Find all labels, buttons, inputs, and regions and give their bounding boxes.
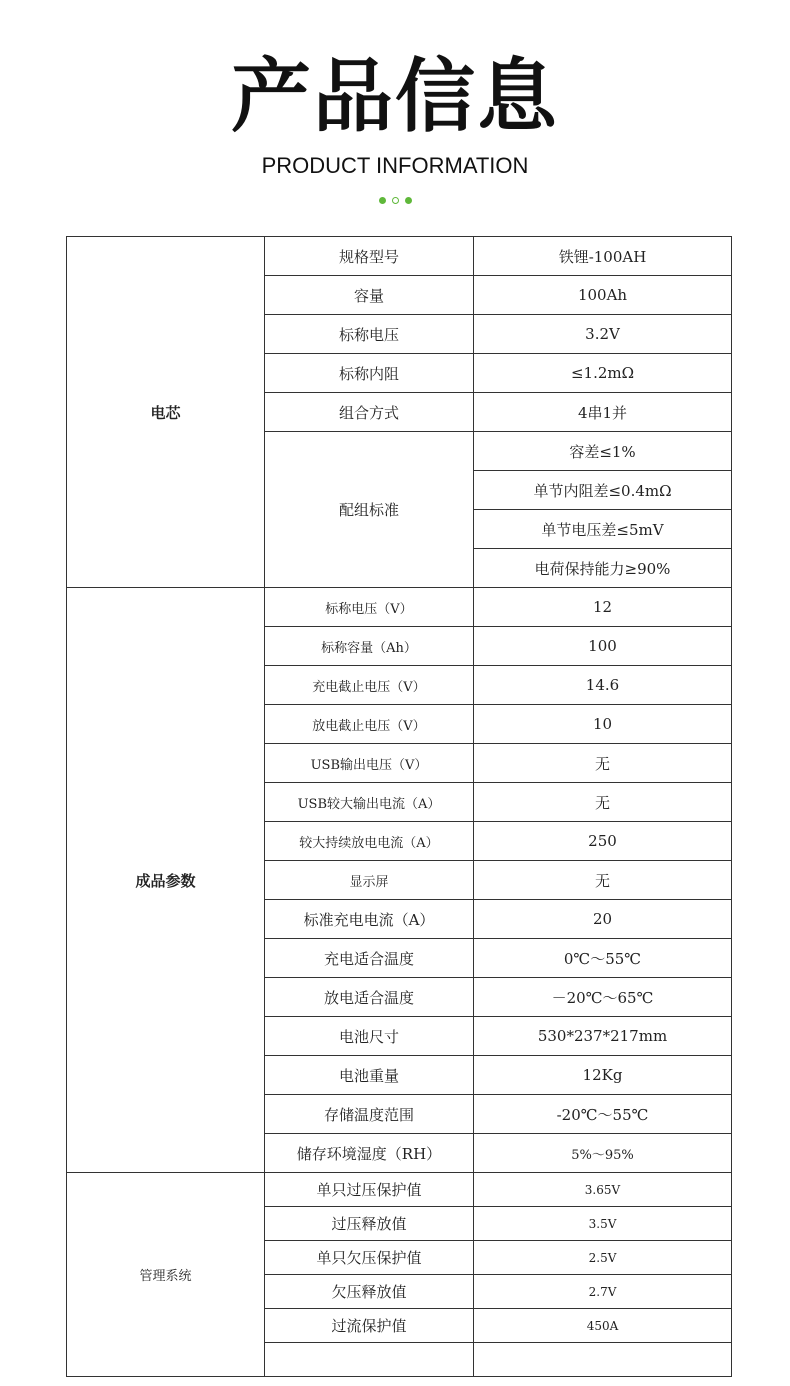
spec-label: 单只过压保护值 — [265, 1173, 474, 1207]
spec-label: 组合方式 — [265, 393, 474, 432]
spec-label: 单只欠压保护值 — [265, 1241, 474, 1275]
group-cell: 电芯 — [67, 237, 265, 588]
spec-value: 容差≤1% — [474, 432, 732, 471]
spec-label: 储存环境湿度（RH） — [265, 1134, 474, 1173]
spec-value: 12 — [474, 588, 732, 627]
spec-value: 250 — [474, 822, 732, 861]
spec-label: USB较大输出电流（A） — [265, 783, 474, 822]
spec-value: 20 — [474, 900, 732, 939]
spec-value: 5%～95% — [474, 1134, 732, 1173]
spec-value: 电荷保持能力≥90% — [474, 549, 732, 588]
spec-value: 2.5V — [474, 1241, 732, 1275]
spec-value: 2.7V — [474, 1275, 732, 1309]
spec-label: 标称内阻 — [265, 354, 474, 393]
spec-value: 铁锂-100AH — [474, 237, 732, 276]
spec-label: 充电适合温度 — [265, 939, 474, 978]
spec-value: 3.65V — [474, 1173, 732, 1207]
spec-value: 12Kg — [474, 1056, 732, 1095]
dot-outline-icon — [392, 197, 399, 204]
spec-value: 100 — [474, 627, 732, 666]
spec-value: 单节内阻差≤0.4mΩ — [474, 471, 732, 510]
dot-icon — [405, 197, 412, 204]
spec-value: -20℃～55℃ — [474, 1095, 732, 1134]
spec-label: 电池重量 — [265, 1056, 474, 1095]
spec-value: 14.6 — [474, 666, 732, 705]
spec-label: 过流保护值 — [265, 1309, 474, 1343]
spec-label: 充电截止电压（V） — [265, 666, 474, 705]
spec-label: USB输出电压（V） — [265, 744, 474, 783]
spec-value: ≤1.2mΩ — [474, 354, 732, 393]
spec-value: 450A — [474, 1309, 732, 1343]
spec-value: 10 — [474, 705, 732, 744]
group-cell: 成品参数 — [67, 588, 265, 1173]
spec-label: 放电截止电压（V） — [265, 705, 474, 744]
decorative-dots — [0, 197, 790, 204]
spec-label: 标称容量（Ah） — [265, 627, 474, 666]
page-title: 产品信息 — [231, 50, 559, 143]
spec-value: 单节电压差≤5mV — [474, 510, 732, 549]
spec-value — [474, 1343, 732, 1377]
spec-value: 3.5V — [474, 1207, 732, 1241]
page-subtitle: PRODUCT INFORMATION — [261, 153, 529, 178]
spec-value: 无 — [474, 744, 732, 783]
spec-label: 过压释放值 — [265, 1207, 474, 1241]
spec-label: 较大持续放电电流（A） — [265, 822, 474, 861]
spec-value: 0℃～55℃ — [474, 939, 732, 978]
page-header — [0, 0, 790, 230]
spec-label: 规格型号 — [265, 237, 474, 276]
spec-label: 电池尺寸 — [265, 1017, 474, 1056]
spec-label: 欠压释放值 — [265, 1275, 474, 1309]
spec-label — [265, 1343, 474, 1377]
spec-label: 容量 — [265, 276, 474, 315]
spec-value: 100Ah — [474, 276, 732, 315]
spec-value: 4串1并 — [474, 393, 732, 432]
spec-value: 3.2V — [474, 315, 732, 354]
spec-table — [66, 236, 732, 1377]
spec-value: －20℃～65℃ — [474, 978, 732, 1017]
table-row — [67, 588, 732, 627]
table-row — [67, 237, 732, 276]
spec-label: 显示屏 — [265, 861, 474, 900]
spec-label: 配组标准 — [265, 432, 474, 588]
spec-value: 无 — [474, 861, 732, 900]
spec-label: 存储温度范围 — [265, 1095, 474, 1134]
group-cell: 管理系统 — [67, 1173, 265, 1377]
spec-label: 放电适合温度 — [265, 978, 474, 1017]
spec-label: 标准充电电流（A） — [265, 900, 474, 939]
table-row — [67, 1173, 732, 1207]
spec-label: 标称电压（V） — [265, 588, 474, 627]
spec-value: 无 — [474, 783, 732, 822]
dot-icon — [379, 197, 386, 204]
spec-label: 标称电压 — [265, 315, 474, 354]
spec-value: 530*237*217mm — [474, 1017, 732, 1056]
